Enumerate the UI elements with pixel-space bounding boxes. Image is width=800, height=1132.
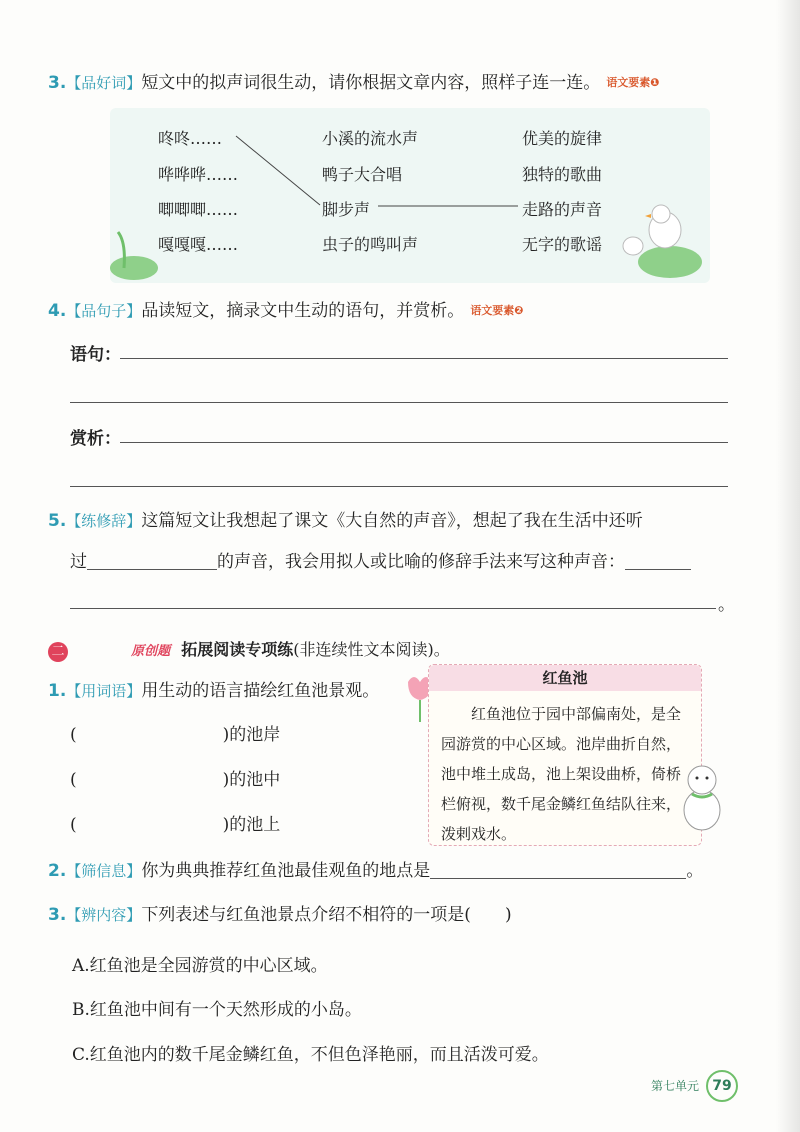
sound-word: 咚咚…… (158, 129, 223, 148)
question-text: 品读短文，摘录文中生动的语句，并赏析。 (141, 301, 465, 321)
sound-description: 独特的歌曲 (522, 165, 603, 184)
answer-blank[interactable] (625, 551, 691, 570)
answer-line[interactable] (70, 486, 728, 487)
question-number: 1. (48, 681, 67, 701)
question-text: 短文中的拟声词很生动，请你根据文章内容，照样子连一连。 (141, 73, 601, 93)
q5-line2 (70, 551, 691, 573)
answer-line[interactable] (120, 442, 728, 443)
question-tag: 【练修辞】 (66, 512, 142, 530)
question-tag: 【品句子】 (66, 302, 142, 320)
page-edge (776, 0, 800, 1132)
answer-line[interactable] (70, 608, 716, 609)
blank-row[interactable]: ( )的池中 (70, 770, 281, 790)
sound-source: 虫子的鸣叫声 (322, 235, 419, 254)
info-card-title: 红鱼池 (429, 665, 701, 691)
question-text: 过 (70, 552, 87, 572)
section-subtitle: (非连续性文本阅读)。 (293, 640, 450, 659)
blank-suffix: 的池上 (229, 815, 281, 835)
question-text: 这篇短文让我想起了课文《大自然的声音》，想起了我在生活中还听 (141, 511, 643, 531)
s1-prompt (48, 680, 379, 702)
question-text: 的声音，我会用拟人或比喻的修辞手法来写这种声音： (217, 552, 625, 572)
unit-label: 第七单元 (651, 1079, 700, 1093)
question-number: 3. (48, 73, 67, 93)
info-card (428, 664, 702, 846)
sound-description: 走路的声音 (522, 200, 603, 219)
option-c[interactable]: C.红鱼池内的数千尾金鳞红鱼，不但色泽艳丽，而且活泼可爱。 (72, 1045, 549, 1065)
question-text: 下列表述与红鱼池景点介绍不相符的一项是( ) (141, 905, 512, 925)
option-b[interactable]: B.红鱼池中间有一个天然形成的小岛。 (72, 1000, 362, 1020)
original-badge: 原创题 (131, 644, 171, 659)
question-number: 5. (48, 511, 67, 531)
period: 。 (718, 595, 735, 615)
question-tag: 【品好词】 (66, 74, 142, 92)
requirement-badge: 语文要素❷ (470, 304, 524, 317)
question-tag: 【用词语】 (66, 682, 142, 700)
answer-blank[interactable] (430, 860, 686, 879)
section-header (48, 637, 450, 662)
section-number: 二 (48, 642, 68, 662)
question-tag: 【辨内容】 (66, 906, 142, 924)
sound-description: 无字的歌谣 (522, 235, 603, 254)
section-title: 拓展阅读专项练 (181, 640, 294, 659)
answer-blank[interactable] (87, 551, 217, 570)
answer-line[interactable] (120, 358, 728, 359)
sound-source: 鸭子大合唱 (322, 165, 403, 184)
sound-word: 哗哗哗…… (158, 165, 239, 184)
requirement-badge: 语文要素❶ (606, 76, 660, 89)
q4-prompt (48, 300, 524, 322)
question-number: 3. (48, 905, 67, 925)
sound-word: 嘎嘎嘎…… (158, 235, 239, 254)
question-number: 2. (48, 861, 67, 881)
question-text: 你为典典推荐红鱼池最佳观鱼的地点是 (141, 861, 431, 881)
appreciation-label: 赏析： (70, 429, 121, 449)
question-text: 用生动的语言描绘红鱼池景观。 (141, 681, 380, 701)
match-lines (0, 0, 800, 300)
s3-prompt (48, 904, 512, 926)
answer-line[interactable] (70, 402, 728, 403)
question-tag: 【筛信息】 (66, 862, 142, 880)
q5-prompt (48, 510, 643, 532)
blank-suffix: 的池中 (229, 770, 281, 790)
blank-row[interactable]: ( )的池岸 (70, 725, 281, 745)
bear-icon (680, 760, 726, 834)
sentence-label: 语句： (70, 345, 121, 365)
sound-source: 小溪的流水声 (322, 129, 419, 148)
sound-source: 脚步声 (322, 200, 371, 219)
info-card-text: 红鱼池位于园中部偏南处，是全园游赏的中心区域。池岸曲折自然，池中堆土成岛，池上架设曲桥，倚桥栏俯视，数千尾金鳞红鱼结队往来，泼剌戏水。 (441, 705, 682, 843)
sound-description: 优美的旋律 (522, 129, 603, 148)
period: 。 (686, 861, 704, 881)
page-number: 79 (706, 1070, 738, 1102)
s2-prompt (48, 860, 703, 882)
sound-word: 唧唧唧…… (158, 200, 239, 219)
option-a[interactable]: A.红鱼池是全园游赏的中心区域。 (72, 956, 328, 976)
blank-row[interactable]: ( )的池上 (70, 815, 281, 835)
blank-suffix: 的池岸 (229, 725, 281, 745)
question-number: 4. (48, 301, 67, 321)
